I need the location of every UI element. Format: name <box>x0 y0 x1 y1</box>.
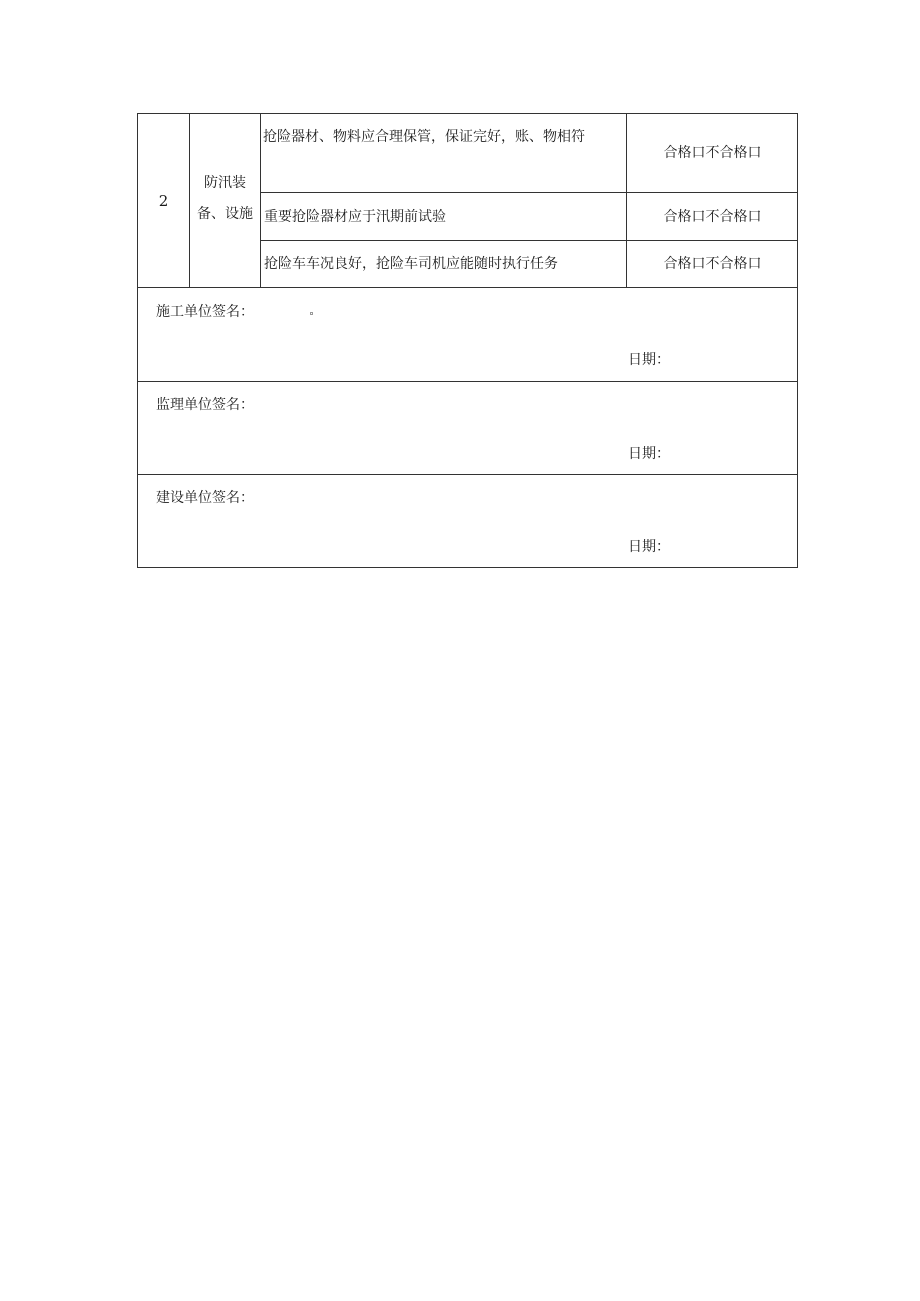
requirement-3: 抢险车车况良好，抢险车司机应能随时执行任务 <box>264 256 558 272</box>
owner-signature-label: 建设单位签名： <box>156 490 254 506</box>
construction-date-label: 日期： <box>628 352 670 368</box>
result-3[interactable]: 合格口不合格口 <box>663 256 762 272</box>
divider <box>138 474 798 475</box>
divider <box>138 287 798 288</box>
field-marker <box>310 312 313 315</box>
owner-date-label: 日期： <box>628 539 670 555</box>
requirement-2: 重要抢险器材应于汛期前试验 <box>264 208 446 225</box>
divider <box>138 381 798 382</box>
supervision-date-label: 日期： <box>628 446 670 462</box>
supervision-signature-label: 监理单位签名： <box>156 397 254 413</box>
result-2[interactable]: 合格口不合格口 <box>663 208 762 225</box>
category-label: 防汛装备、设施 <box>197 175 253 222</box>
construction-signature-label: 施工单位签名： <box>156 304 254 320</box>
result-1[interactable]: 合格口不合格口 <box>663 145 762 161</box>
inspection-table <box>137 113 798 568</box>
requirement-1: 抢险器材、物料应合理保管，保证完好，账、物相符 <box>263 129 585 145</box>
row-number: 2 <box>158 191 169 210</box>
